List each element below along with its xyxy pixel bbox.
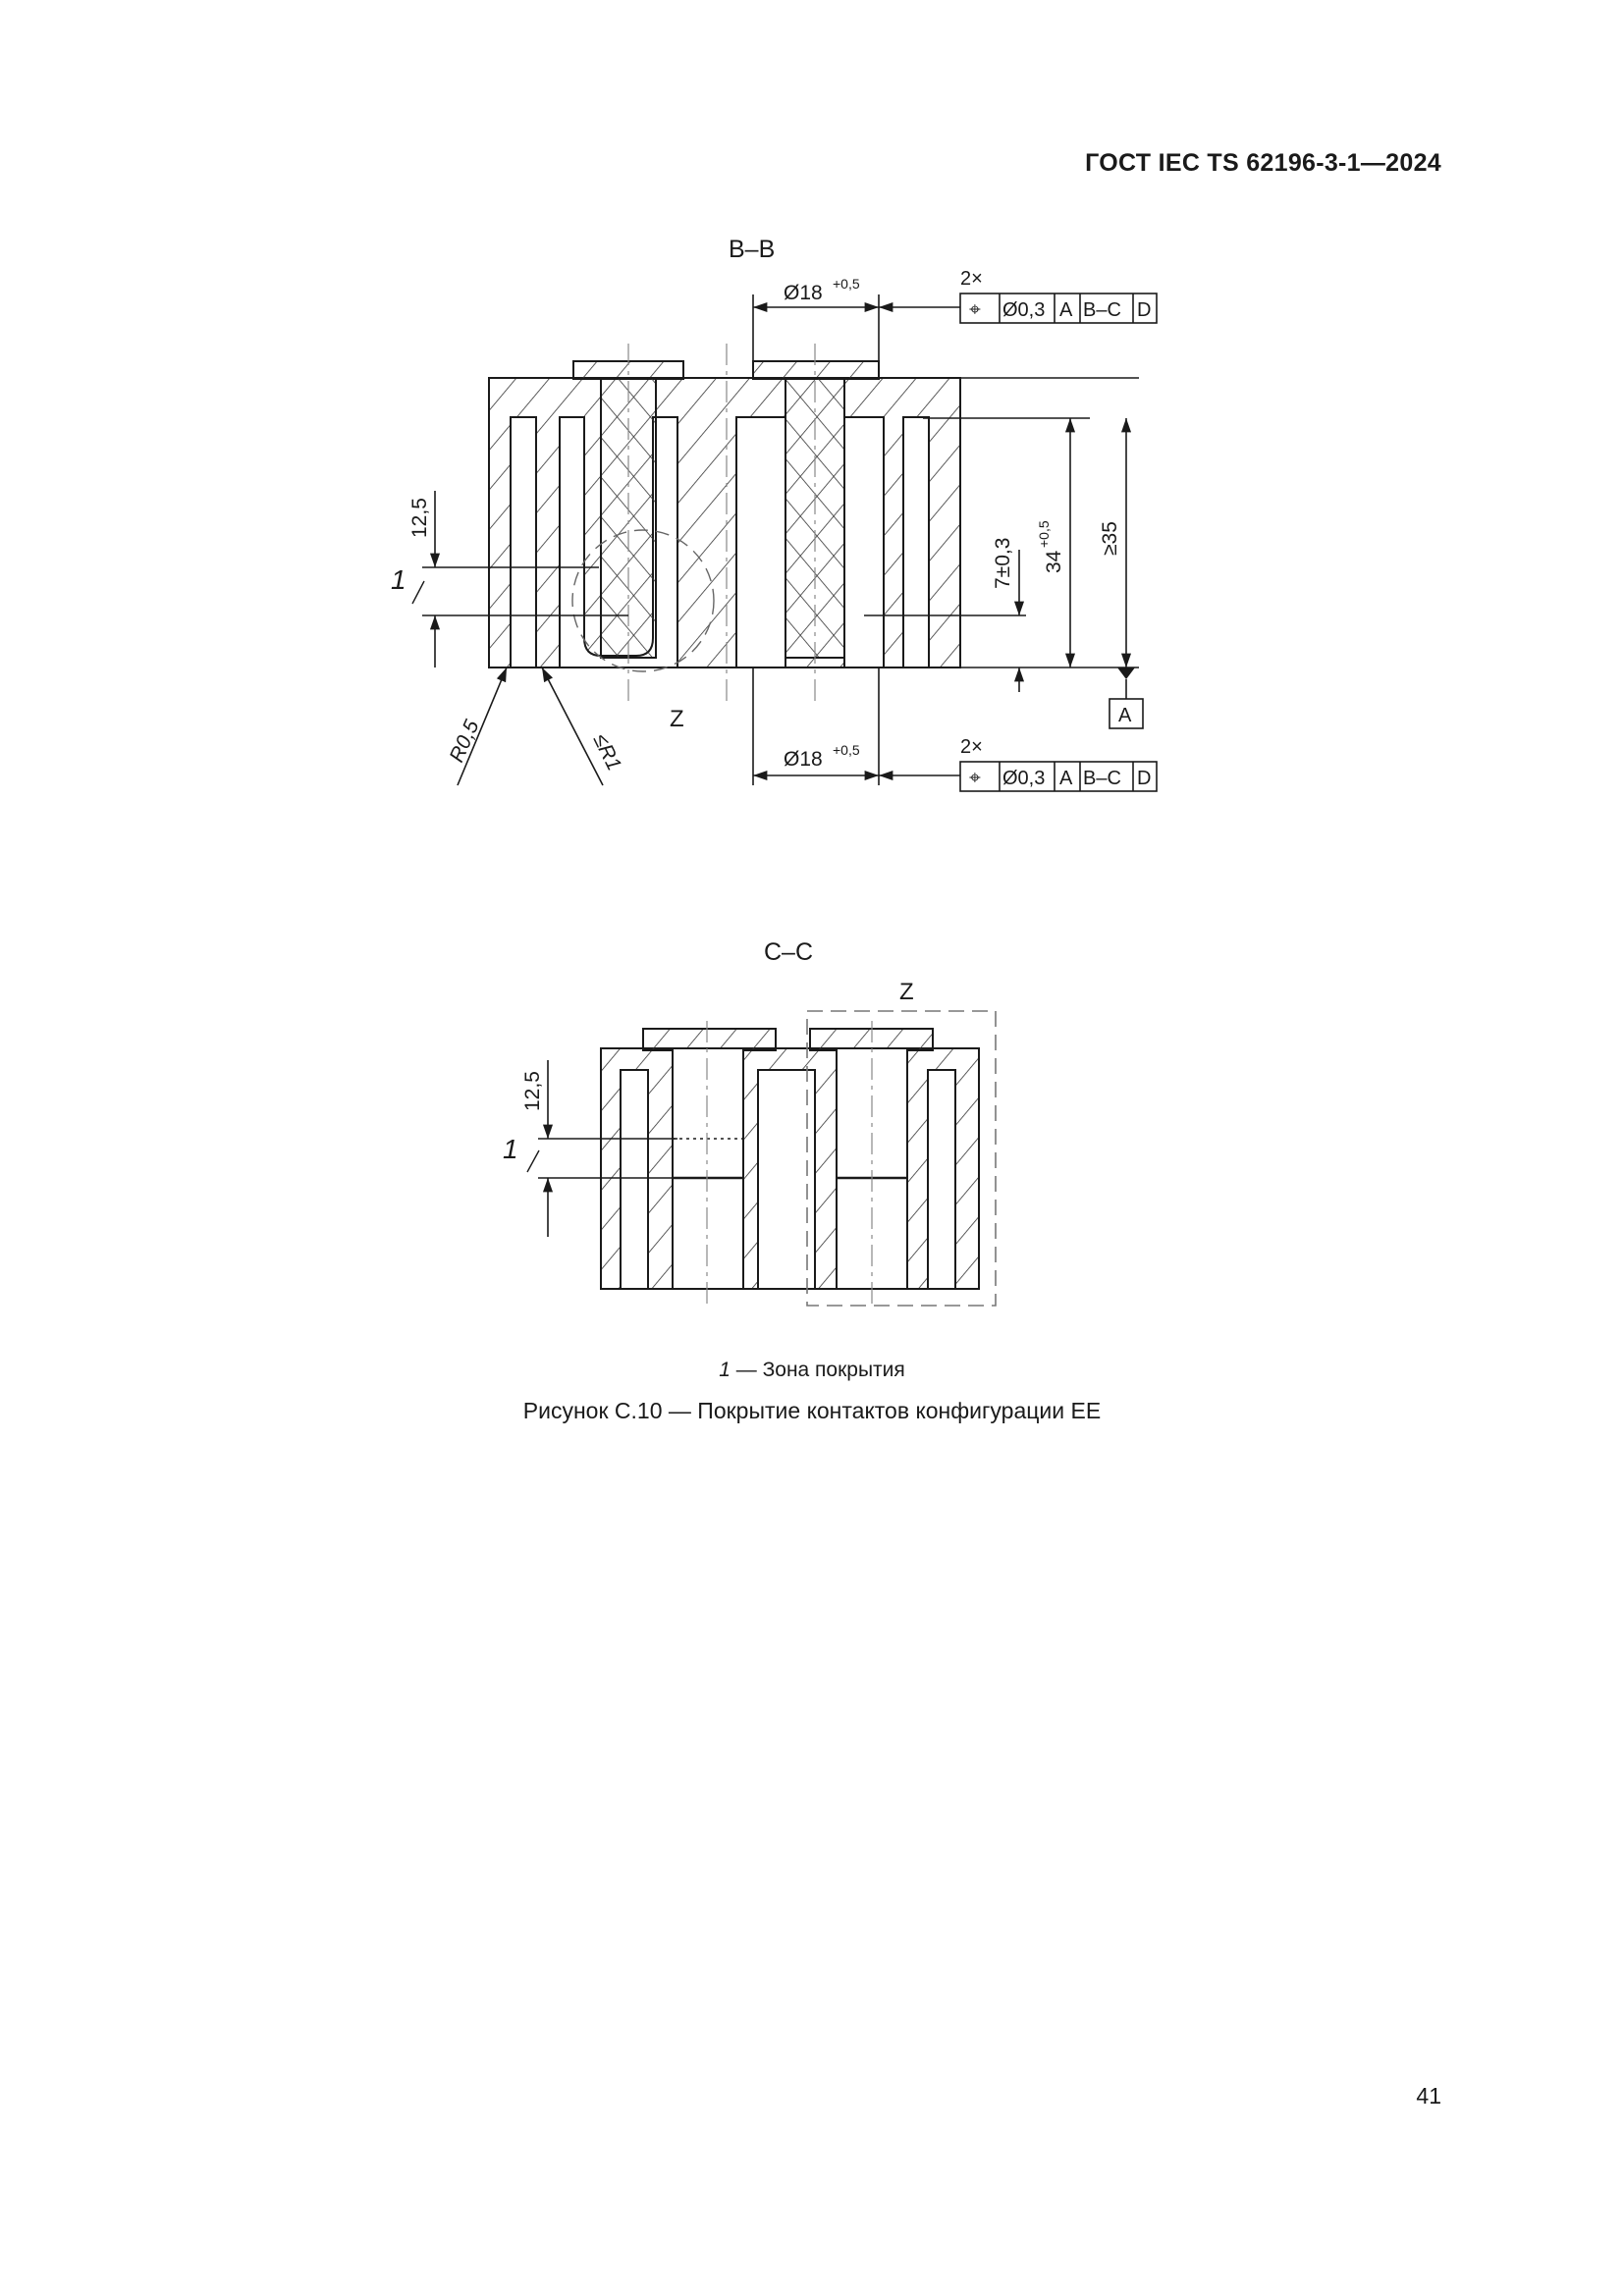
dimension-diameter-top [753, 276, 960, 361]
dim-12-5-cc-label: 12,5 [521, 1071, 544, 1111]
legend-number: 1 [719, 1359, 731, 1381]
callout-1-cc: 1 [503, 1134, 518, 1164]
dim-34-label: 34 [1043, 550, 1065, 573]
dim-12-5-bb-label: 12,5 [408, 498, 431, 538]
section-cc-body [601, 1011, 996, 1306]
detail-z-bb: Z [670, 706, 684, 732]
position-symbol: ⌖ [969, 298, 981, 321]
count-bottom: 2× [960, 736, 983, 758]
diameter-bottom-value: Ø18 [784, 748, 823, 771]
radius-r1: ≤R1 [588, 730, 626, 774]
datum-a-box: A [1118, 705, 1132, 726]
section-bb-title: B–B [729, 236, 776, 263]
section-cc-title: C–C [764, 938, 814, 966]
datum-d-bottom: D [1137, 768, 1152, 789]
tolerance-frame-top [960, 268, 1157, 323]
diameter-top-tolerance: +0,5 [833, 276, 860, 292]
tolerance-value-bottom: Ø0,3 [1002, 768, 1046, 789]
diameter-bottom-tolerance: +0,5 [833, 742, 860, 758]
figure-legend [0, 1359, 1624, 1382]
detail-z-cc: Z [899, 979, 914, 1005]
diameter-top-value: Ø18 [784, 282, 823, 304]
legend-text: — Зона покрытия [730, 1359, 905, 1381]
standard-designation: ГОСТ IEC TS 62196-3-1—2024 [1085, 149, 1441, 177]
dim-34-tolerance: +0,5 [1036, 520, 1052, 548]
dim-35-label: ≥35 [1099, 521, 1121, 556]
page-number: 41 [1416, 2083, 1441, 2109]
count-top: 2× [960, 268, 983, 290]
section-bb-body [489, 344, 960, 707]
radius-r05: R0,5 [445, 717, 484, 767]
figure-caption: Рисунок С.10 — Покрытие контактов конфигурации ЕЕ [522, 1398, 1102, 1423]
radius-leaders [446, 667, 684, 785]
dimension-diameter-bottom [753, 667, 960, 785]
datum-d: D [1137, 299, 1152, 321]
callout-1-bb: 1 [391, 564, 406, 595]
datum-a-bottom: A [1059, 768, 1073, 789]
tolerance-value: Ø0,3 [1002, 299, 1046, 321]
position-symbol-bottom: ⌖ [969, 767, 981, 789]
tolerance-frame-bottom [960, 736, 1157, 791]
datum-a: A [1059, 299, 1073, 321]
datum-bc: B–C [1083, 299, 1121, 321]
datum-bc-bottom: B–C [1083, 768, 1121, 789]
dim-7-label: 7±0,3 [992, 537, 1014, 589]
